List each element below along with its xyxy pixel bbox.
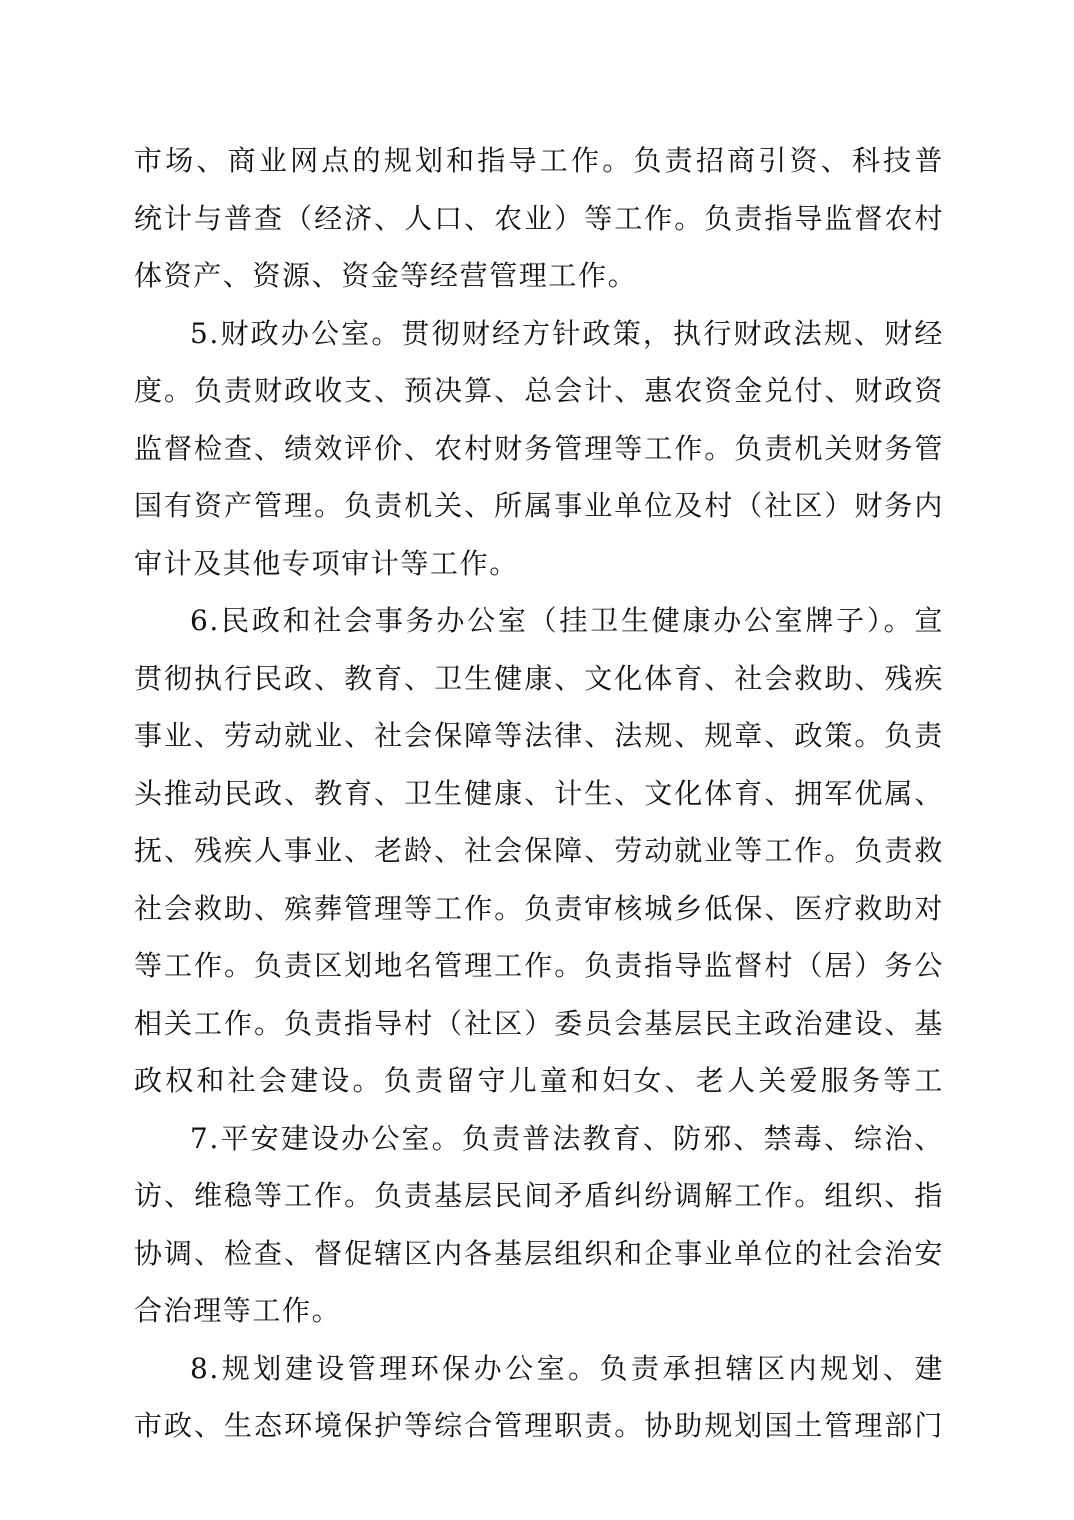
text-line: 审计及其他专项审计等工作。: [134, 546, 519, 580]
text-line: 访、维稳等工作。负责基层民间矛盾纠纷调解工作。组织、指: [134, 1179, 944, 1212]
text-line: 贯彻执行民政、教育、卫生健康、文化体育、社会救助、残疾: [134, 661, 944, 695]
text-line: 体资产、资源、资金等经营管理工作。: [134, 259, 638, 292]
text-line: 抚、残疾人事业、老龄、社会保障、劳动就业等工作。负责救: [134, 834, 944, 867]
text-line: 市场、商业网点的规划和指导工作。负责招商引资、科技普: [134, 144, 944, 177]
text-line: 协调、检查、督促辖区内各基层组织和企事业单位的社会治安: [134, 1236, 944, 1270]
section-heading-line: 5.财政办公室。贯彻财经方针政策，执行财政法规、财经: [190, 316, 944, 350]
text-line: 事业、劳动就业、社会保障等法律、法规、规章、政策。负责: [134, 719, 944, 752]
text-line: 度。负责财政收支、预决算、总会计、惠农资金兑付、财政资: [134, 374, 944, 407]
section-heading-line: 7.平安建设办公室。负责普法教育、防邪、禁毒、综治、: [190, 1121, 944, 1155]
text-line: 头推动民政、教育、卫生健康、计生、文化体育、拥军优属、: [134, 776, 944, 810]
text-line: 合治理等工作。: [134, 1294, 342, 1327]
text-line: 等工作。负责区划地名管理工作。负责指导监督村（居）务公: [134, 949, 944, 982]
text-line: 监督检查、绩效评价、农村财务管理等工作。负责机关财务管: [134, 431, 944, 465]
section-heading-line: 8.规划建设管理环保办公室。负责承担辖区内规划、建: [190, 1351, 944, 1385]
text-line: 统计与普查（经济、人口、农业）等工作。负责指导监督农村: [134, 201, 944, 235]
document-body: [134, 132, 944, 1455]
text-line: 政权和社会建设。负责留守儿童和妇女、老人关爱服务等工: [134, 1064, 944, 1097]
text-line: 社会救助、殡葬管理等工作。负责审核城乡低保、医疗救助对: [134, 891, 944, 925]
text-line: 国有资产管理。负责机关、所属事业单位及村（社区）财务内: [134, 489, 944, 522]
section-heading-line: 6.民政和社会事务办公室（挂卫生健康办公室牌子）。宣: [190, 604, 944, 637]
text-line: 相关工作。负责指导村（社区）委员会基层民主政治建设、基: [134, 1006, 944, 1040]
text-line: 市政、生态环境保护等综合管理职责。协助规划国土管理部门: [134, 1409, 944, 1442]
